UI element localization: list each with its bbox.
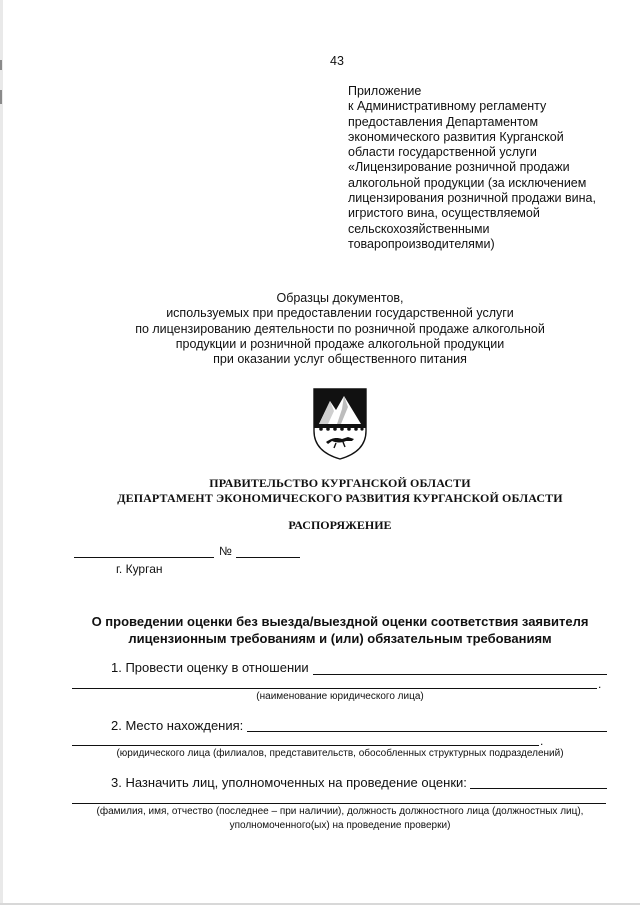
heading-line: О проведении оценки без выезда/выездной оценки соответствия заявителя bbox=[91, 614, 589, 629]
samples-title-line: используемых при предоставлении государственной услуги bbox=[166, 306, 514, 321]
appendix-line: предоставления Департаментом bbox=[348, 114, 539, 129]
number-label: № bbox=[219, 544, 232, 558]
document-heading bbox=[40, 613, 640, 647]
appendix-block bbox=[348, 84, 618, 252]
samples-title bbox=[90, 291, 590, 367]
item-2-field[interactable] bbox=[247, 731, 607, 732]
appendix-line: Приложение bbox=[348, 84, 422, 98]
item-3-caption: (фамилия, имя, отчество (последнее – при наличии), должность должностного лица (должностных лиц), bbox=[96, 806, 584, 817]
number-field[interactable] bbox=[236, 557, 300, 558]
item-2-caption: (юридического лица (филиалов, представительств, обособленных структурных подразделений) bbox=[116, 748, 564, 759]
appendix-line: «Лицензирование розничной продажи bbox=[348, 160, 570, 175]
appendix-line: сельскохозяйственными bbox=[348, 221, 490, 236]
appendix-line: алкогольной продукции (за исключением bbox=[348, 175, 587, 190]
item-3-label: 3. Назначить лиц, уполномоченных на проведение оценки: bbox=[111, 775, 467, 790]
order-title: РАСПОРЯЖЕНИЕ bbox=[288, 518, 392, 532]
line-end-dot: . bbox=[598, 677, 602, 691]
line-end-dot: . bbox=[540, 734, 544, 748]
scan-left-edge bbox=[0, 0, 3, 905]
page-number: 43 bbox=[330, 54, 344, 68]
heading-line: лицензионным требованиям и (или) обязательным требованиям bbox=[128, 631, 552, 646]
item-1-caption: (наименование юридического лица) bbox=[256, 691, 424, 702]
date-field[interactable] bbox=[74, 557, 214, 558]
appendix-line: игристого вина, осуществляемой bbox=[348, 206, 540, 221]
samples-title-line: продукции и розничной продаже алкогольной продукции bbox=[175, 336, 505, 351]
item-2-label: 2. Место нахождения: bbox=[111, 718, 244, 733]
samples-title-line: Образцы документов, bbox=[276, 291, 404, 305]
appendix-line: товаропроизводителями) bbox=[348, 236, 495, 251]
city-label: г. Курган bbox=[116, 562, 163, 576]
government-name: ПРАВИТЕЛЬСТВО КУРГАНСКОЙ ОБЛАСТИ bbox=[209, 476, 471, 490]
appendix-line: лицензирования розничной продажи вина, bbox=[348, 191, 596, 206]
scan-edge-mark bbox=[0, 60, 2, 70]
issuing-authority bbox=[60, 476, 620, 506]
appendix-line: к Административному регламенту bbox=[348, 99, 547, 114]
item-1-label: 1. Провести оценку в отношении bbox=[111, 660, 309, 675]
samples-title-line: при оказании услуг общественного питания bbox=[213, 352, 467, 367]
coat-of-arms-icon bbox=[308, 385, 372, 461]
appendix-line: экономического развития Курганской bbox=[348, 129, 564, 144]
item-2-field-continuation[interactable] bbox=[72, 745, 539, 746]
item-1-field-continuation[interactable] bbox=[72, 688, 597, 689]
appendix-line: области государственной услуги bbox=[348, 145, 537, 160]
samples-title-line: по лицензированию деятельности по розничной продаже алкогольной bbox=[135, 321, 545, 336]
item-3-field[interactable] bbox=[470, 788, 607, 789]
item-1-field[interactable] bbox=[313, 674, 607, 675]
department-name: ДЕПАРТАМЕНТ ЭКОНОМИЧЕСКОГО РАЗВИТИЯ КУРГАНСКОЙ ОБЛАСТИ bbox=[117, 491, 563, 505]
item-3-field-continuation[interactable] bbox=[72, 803, 606, 804]
scan-edge-mark bbox=[0, 90, 2, 104]
item-3-caption: уполномоченного(ых) на проведение проверки) bbox=[229, 820, 451, 831]
